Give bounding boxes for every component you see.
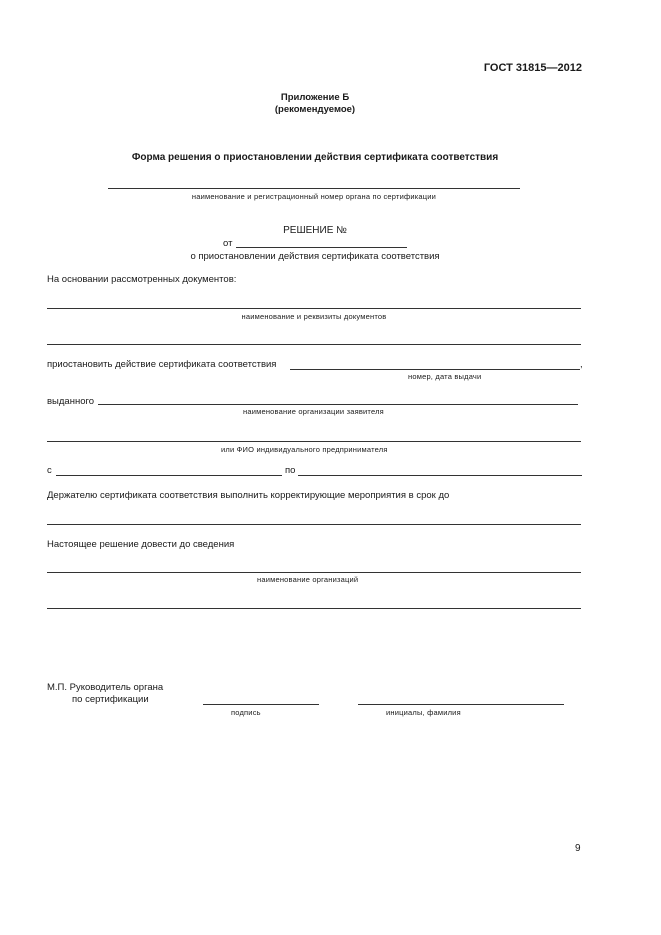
- entrepreneur-caption: или ФИО индивидуального предпринимателя: [221, 445, 388, 454]
- signature-role-line2: по сертификации: [72, 694, 149, 705]
- period-to-line[interactable]: [298, 475, 582, 476]
- appendix-subtitle: (рекомендуемое): [274, 104, 356, 115]
- page-number: 9: [575, 843, 581, 854]
- period-from-line[interactable]: [56, 475, 282, 476]
- applicant-line[interactable]: [98, 404, 578, 405]
- documents-caption: наименование и реквизиты документов: [241, 312, 387, 321]
- comma: ,: [580, 359, 583, 370]
- corrective-deadline-line[interactable]: [47, 524, 581, 525]
- organizations-line-2[interactable]: [47, 608, 581, 609]
- organizations-caption: наименование организаций: [257, 575, 359, 584]
- decision-subject: о приостановлении действия сертификата соответствия: [190, 251, 440, 262]
- documents-line[interactable]: [47, 308, 581, 309]
- standard-number: ГОСТ 31815—2012: [483, 62, 582, 74]
- suspend-text: приостановить действие сертификата соответствия: [47, 359, 277, 370]
- certificate-number-line[interactable]: [290, 369, 580, 370]
- initials-line[interactable]: [358, 704, 564, 705]
- number-date-caption: номер, дата выдачи: [408, 372, 482, 381]
- period-to-label: по: [285, 465, 296, 476]
- holder-text: Держателю сертификата соответствия выполнить корректирующие мероприятия в срок до: [47, 490, 450, 501]
- decision-from-label: от: [223, 238, 233, 249]
- signature-caption: подпись: [231, 708, 261, 717]
- decision-date-line[interactable]: [236, 247, 407, 248]
- appendix-title: Приложение Б: [280, 92, 350, 103]
- signature-role-line1: М.П. Руководитель органа: [47, 682, 164, 693]
- body-name-caption: наименование и регистрационный номер органа по сертификации: [191, 192, 437, 201]
- period-from-label: с: [47, 465, 52, 476]
- signature-line[interactable]: [203, 704, 319, 705]
- inform-text: Настоящее решение довести до сведения: [47, 539, 235, 550]
- basis-text: На основании рассмотренных документов:: [47, 274, 237, 285]
- body-name-line[interactable]: [108, 188, 520, 189]
- documents-line-2[interactable]: [47, 344, 581, 345]
- decision-title: РЕШЕНИЕ №: [283, 225, 347, 236]
- organizations-line[interactable]: [47, 572, 581, 573]
- initials-caption: инициалы, фамилия: [386, 708, 461, 717]
- issued-label: выданного: [47, 396, 95, 407]
- applicant-caption: наименование организации заявителя: [243, 407, 384, 416]
- form-title: Форма решения о приостановлении действия сертификата соответствия: [131, 152, 499, 163]
- entrepreneur-line[interactable]: [47, 441, 581, 442]
